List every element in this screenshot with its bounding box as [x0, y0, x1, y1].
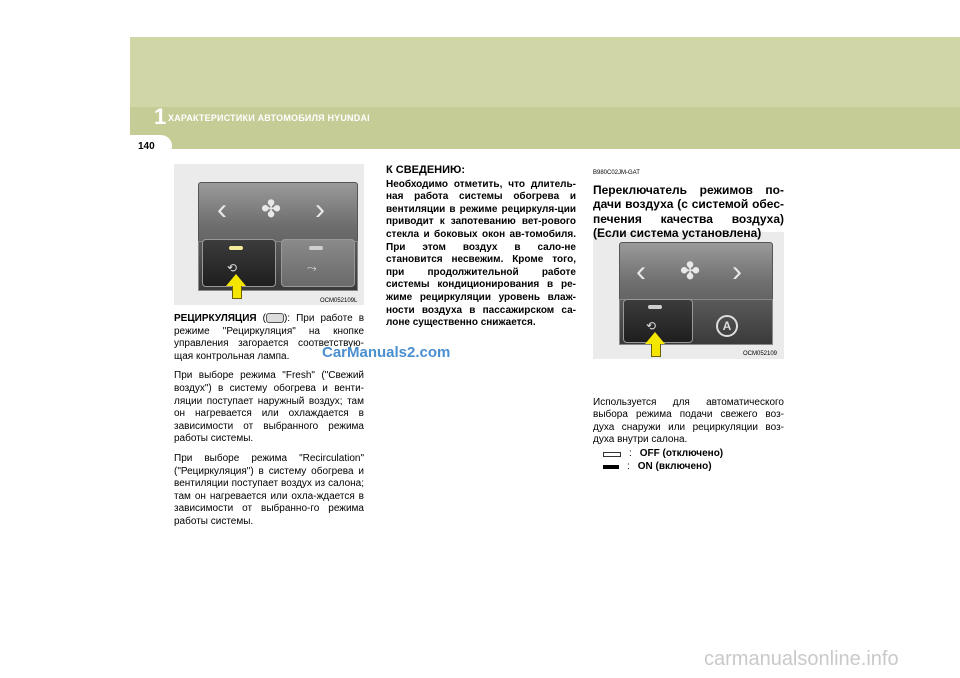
chapter-title: ХАРАКТЕРИСТИКИ АВТОМОБИЛЯ HYUNDAI — [168, 113, 370, 123]
indicator-lamp-on — [229, 246, 243, 250]
chevron-left-icon: ‹ — [217, 193, 227, 226]
control-panel — [198, 182, 358, 290]
legend-colon: : — [629, 448, 632, 460]
figure-code: OCM052109 — [743, 351, 778, 357]
notice-text: Необходимо отметить, что длитель-ная работа системы обогрева и вентиляции в режиме рециркуля-ции приводит к запотеванию вет-рового стекла и боковых окон ав-томобиля. При этом воздух в сало-не становится несвежим. Кроме того, при продолжительной работе системы кондиционирования в ре-жиме рециркуляции уровень влаж-ности воздуха в пассажирском са-лоне существенно снижается. — [386, 178, 576, 329]
recirculation-inline-icon — [266, 313, 284, 323]
column-notice — [386, 164, 576, 330]
fan-icon: ✤ — [261, 196, 282, 223]
section-code: B980C02JM-GAT — [593, 170, 640, 176]
pointer-arrow — [226, 274, 246, 286]
air-quality-body: Используется для автоматического выбора режима подачи свежего воз-духа снаружи или рециркуляции воз-духа внутри салона. — [593, 396, 784, 446]
fresh-mode-paragraph: При выборе режима "Fresh" ("Свежий воздух") в систему обогрева и венти-ляции поступает наружный воздух; там он нагревается или охлаждается в зависимости от выбранного режима работы системы. — [174, 370, 364, 445]
recirculation-text: ): При работе в режиме "Рециркуляция" на кнопке управления загорается соответствую-щая контрольная лампа. — [174, 313, 364, 362]
figure-spacer — [593, 249, 784, 397]
pointer-arrow-stem — [232, 286, 242, 299]
indicator-on-swatch — [603, 465, 619, 469]
indicator-off-swatch — [603, 452, 621, 457]
auto-air-quality-icon: A — [716, 315, 738, 337]
fan-icon: ✤ — [680, 258, 701, 285]
chapter-number: 1 — [154, 104, 167, 129]
recirculation-icon: ⟲ — [227, 261, 238, 275]
notice-title: К СВЕДЕНИЮ: — [386, 164, 466, 176]
legend-label: ON (включено) — [637, 461, 712, 473]
footer-watermark: carmanualsonline.info — [704, 648, 899, 670]
recirculation-open: ( — [256, 313, 266, 324]
section-title: Переключатель режимов по-дачи воздуха (с системой обес-печения качества воздуха) (Если система установлена) — [593, 182, 784, 241]
legend-label: OFF (отключено) — [639, 448, 724, 460]
watermark-link[interactable]: CarManuals2.com — [322, 344, 451, 361]
chevron-right-icon: › — [315, 193, 325, 226]
legend-row-on — [593, 461, 784, 474]
legend-row-off — [593, 448, 784, 461]
chevron-right-icon: › — [732, 255, 742, 288]
column-air-quality — [593, 167, 784, 474]
recirculation-mode-paragraph: При выборе режима "Recirculation" ("Рециркуляция") в систему обогрева и вентиляции поступает воздух из салона; там он нагревается или охла-ждается в зависимости от выбранно-го режима работы системы. — [174, 452, 364, 527]
recirculation-icon: ⟲ — [646, 319, 657, 333]
indicator-lamp-off — [309, 246, 323, 250]
recirculation-term: РЕЦИРКУЛЯЦИЯ — [174, 313, 257, 324]
legend-colon: : — [627, 461, 630, 473]
figure-code: OCM052109L — [320, 298, 358, 304]
fresh-air-icon: ⤳ — [307, 261, 317, 275]
chevron-left-icon: ‹ — [636, 255, 646, 288]
header-band-light — [130, 37, 960, 107]
recirculation-button-photo — [174, 164, 364, 305]
page-number: 140 — [138, 141, 155, 152]
